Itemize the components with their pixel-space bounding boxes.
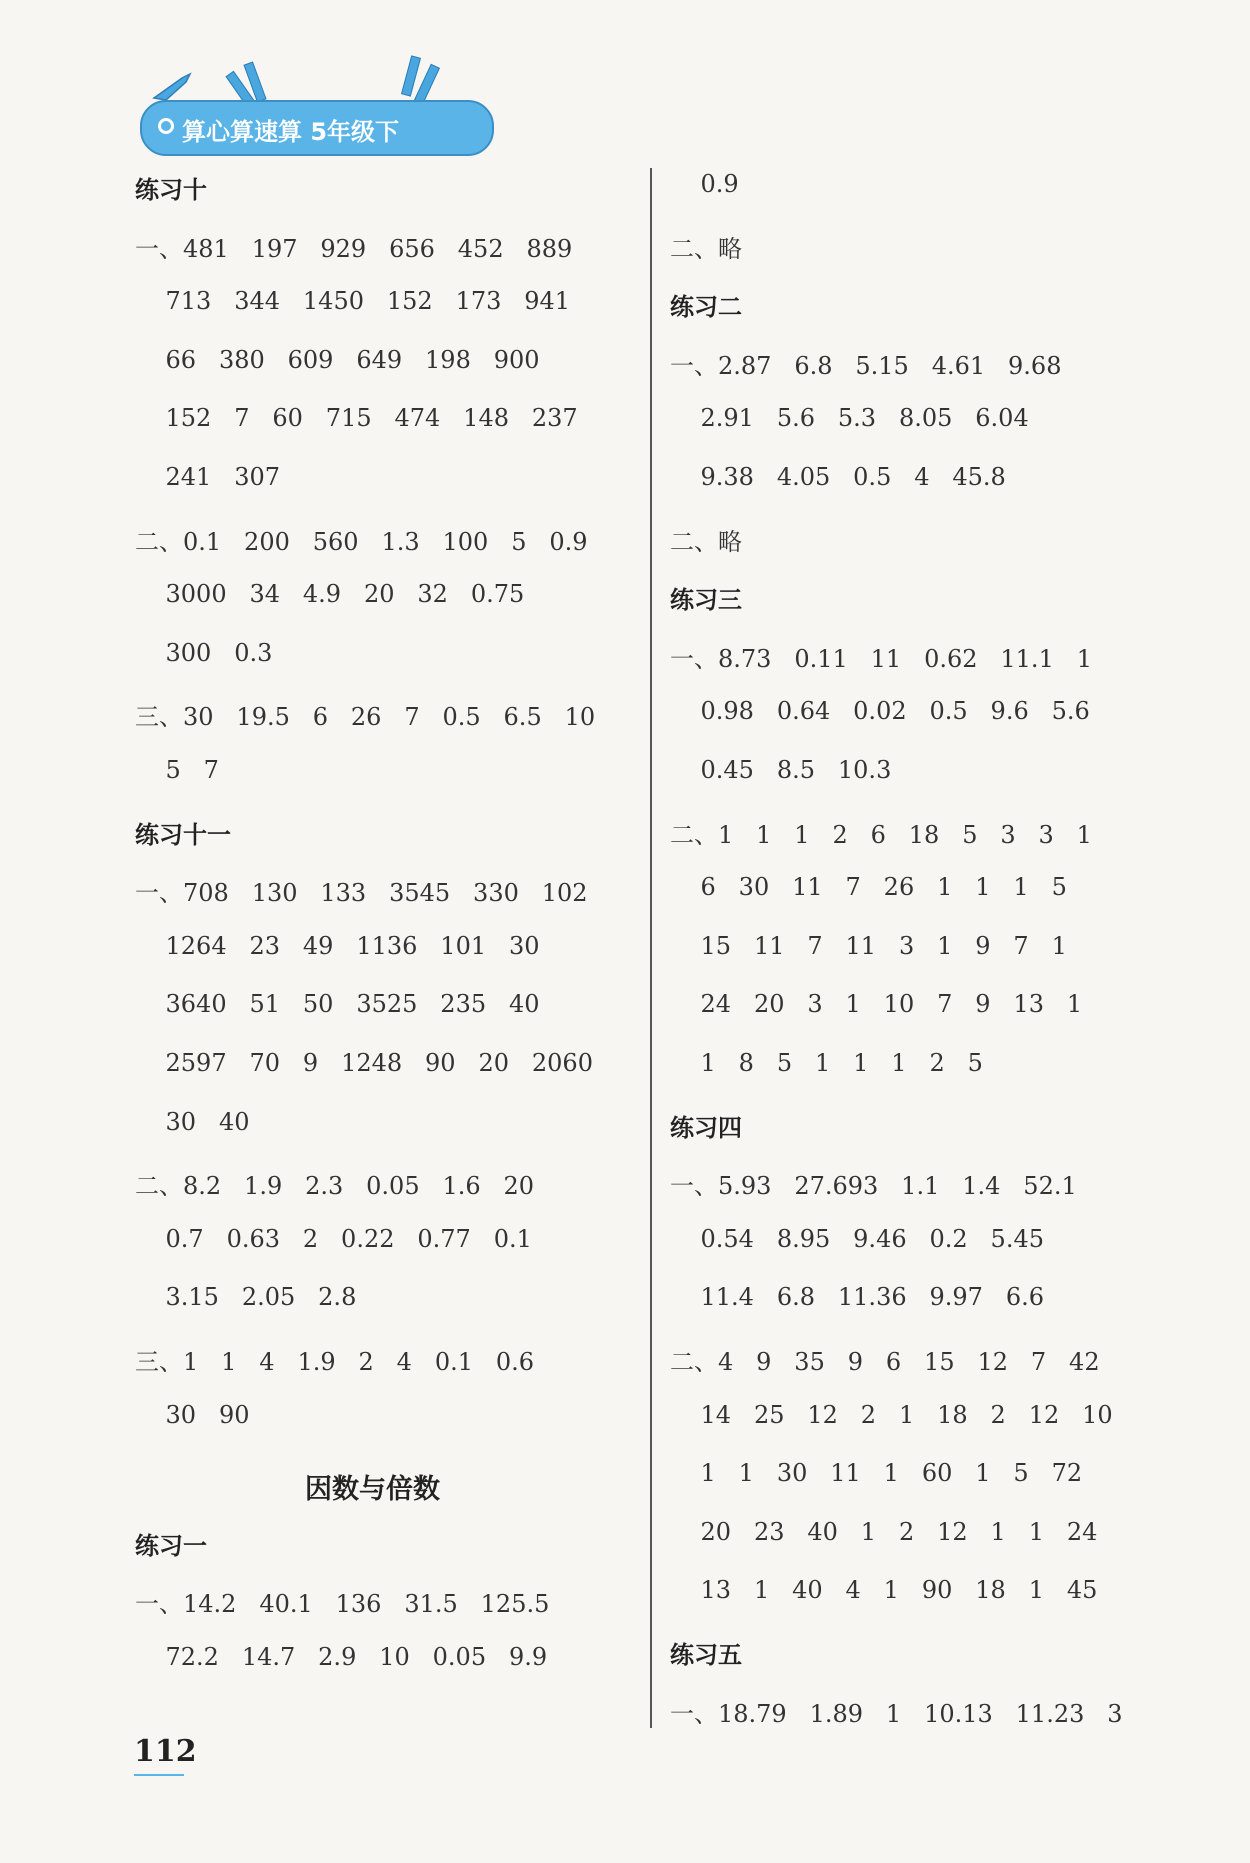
answer-line: 3640 51 50 3525 235 40 bbox=[135, 990, 540, 1019]
answer-line: 72.2 14.7 2.9 10 0.05 9.9 bbox=[135, 1643, 548, 1671]
answer-line: 二、0.1 200 560 1.3 100 5 0.9 bbox=[135, 527, 588, 556]
answer-line: 2597 70 9 1248 90 20 2060 bbox=[135, 1049, 593, 1077]
answer-line: 0.98 0.64 0.02 0.5 9.6 5.6 bbox=[670, 697, 1090, 726]
answer-line: 3000 34 4.9 20 32 0.75 bbox=[135, 580, 525, 609]
exercise-heading: 练习五 bbox=[670, 1641, 742, 1669]
answer-line: 1 8 5 1 1 1 2 5 bbox=[670, 1049, 983, 1077]
header-banner bbox=[140, 100, 494, 156]
circle-icon bbox=[158, 118, 174, 134]
answer-line: 20 23 40 1 2 12 1 1 24 bbox=[670, 1517, 1098, 1546]
answer-line: 713 344 1450 152 173 941 bbox=[135, 287, 571, 316]
answer-line: 6 30 11 7 26 1 1 1 5 bbox=[670, 873, 1067, 902]
answer-line: 15 11 7 11 3 1 9 7 1 bbox=[670, 931, 1067, 960]
answer-line: 0.9 bbox=[670, 170, 739, 198]
answer-line: 二、4 9 35 9 6 15 12 7 42 bbox=[670, 1348, 1100, 1376]
answer-line: 0.54 8.95 9.46 0.2 5.45 bbox=[670, 1224, 1044, 1253]
answer-line: 三、30 19.5 6 26 7 0.5 6.5 10 bbox=[135, 703, 596, 732]
answer-line: 30 90 bbox=[135, 1400, 250, 1429]
answer-line: 一、8.73 0.11 11 0.62 11.1 1 bbox=[670, 644, 1092, 673]
answer-line: 14 25 12 2 1 18 2 12 10 bbox=[670, 1400, 1113, 1429]
answer-line: 3.15 2.05 2.8 bbox=[135, 1283, 357, 1312]
exercise-heading: 练习十 bbox=[135, 176, 207, 204]
exercise-heading: 练习三 bbox=[670, 586, 742, 615]
answer-line: 1 1 30 11 1 60 1 5 72 bbox=[670, 1459, 1083, 1488]
answer-line: 24 20 3 1 10 7 9 13 1 bbox=[670, 990, 1083, 1019]
answer-line: 5 7 bbox=[135, 756, 219, 784]
answer-line: 241 307 bbox=[135, 463, 281, 491]
answer-line: 0.45 8.5 10.3 bbox=[670, 756, 892, 784]
exercise-heading: 练习十一 bbox=[135, 820, 231, 849]
exercise-heading: 练习二 bbox=[670, 293, 742, 322]
answer-line: 30 40 bbox=[135, 1107, 250, 1136]
answer-line: 11.4 6.8 11.36 9.97 6.6 bbox=[670, 1283, 1044, 1312]
pencil-icon bbox=[414, 64, 440, 104]
answer-line: 二、8.2 1.9 2.3 0.05 1.6 20 bbox=[135, 1172, 535, 1201]
answer-line: 三、1 1 4 1.9 2 4 0.1 0.6 bbox=[135, 1348, 535, 1376]
header-title: 算心算速算 5年级下 bbox=[182, 118, 400, 146]
answer-line: 0.7 0.63 2 0.22 0.77 0.1 bbox=[135, 1224, 532, 1253]
section-title: 因数与倍数 bbox=[305, 1474, 440, 1506]
answer-line: 2.91 5.6 5.3 8.05 6.04 bbox=[670, 404, 1029, 433]
page-number: 112 bbox=[134, 1734, 197, 1769]
answer-line: 300 0.3 bbox=[135, 638, 273, 667]
answer-line: 9.38 4.05 0.5 4 45.8 bbox=[670, 463, 1006, 491]
answer-line: 1264 23 49 1136 101 30 bbox=[135, 931, 540, 960]
answer-line: 二、略 bbox=[670, 234, 742, 263]
answer-line: 二、1 1 1 2 6 18 5 3 3 1 bbox=[670, 820, 1092, 849]
answer-line: 一、481 197 929 656 452 889 bbox=[135, 234, 573, 263]
exercise-heading: 练习四 bbox=[670, 1113, 742, 1142]
rocket-icon bbox=[152, 72, 192, 102]
exercise-heading: 练习一 bbox=[135, 1531, 207, 1560]
answer-line: 二、略 bbox=[670, 527, 742, 556]
answer-line: 66 380 609 649 198 900 bbox=[135, 345, 540, 374]
page-number-underline bbox=[134, 1774, 184, 1776]
answer-line: 13 1 40 4 1 90 18 1 45 bbox=[670, 1576, 1098, 1605]
answer-line: 一、18.79 1.89 1 10.13 11.23 3 bbox=[670, 1699, 1123, 1728]
answer-line: 一、708 130 133 3545 330 102 bbox=[135, 879, 588, 908]
answer-line: 152 7 60 715 474 148 237 bbox=[135, 404, 578, 433]
column-divider bbox=[650, 168, 652, 1728]
answer-line: 一、5.93 27.693 1.1 1.4 52.1 bbox=[670, 1172, 1077, 1201]
answer-line: 一、2.87 6.8 5.15 4.61 9.68 bbox=[670, 351, 1062, 380]
answer-line: 一、14.2 40.1 136 31.5 125.5 bbox=[135, 1590, 550, 1619]
